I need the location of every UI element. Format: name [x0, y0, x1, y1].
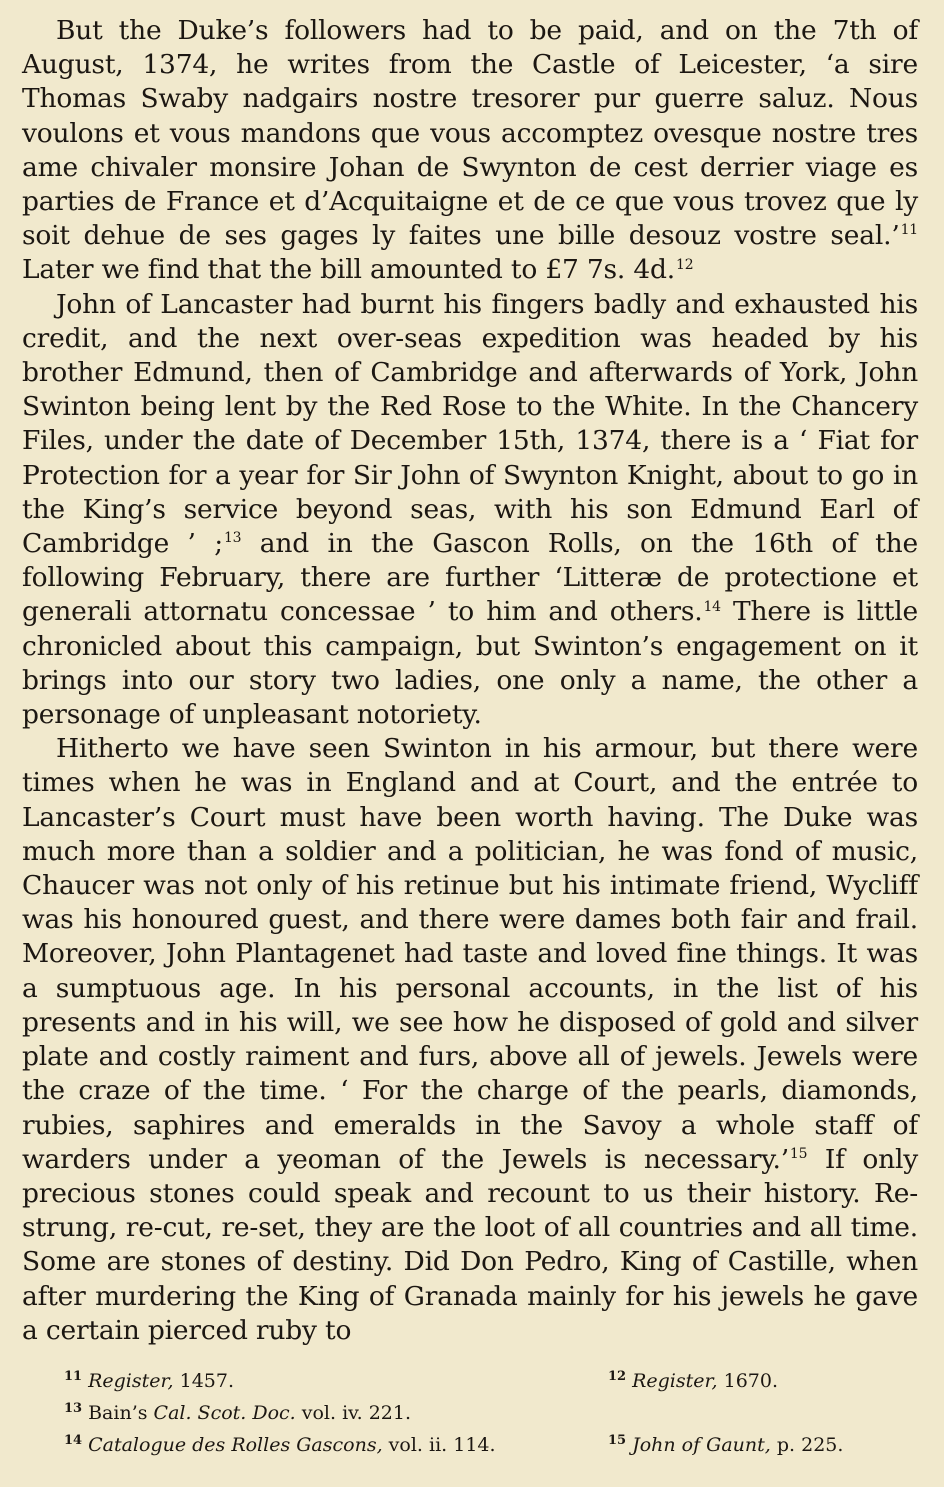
footnote-title: Register,	[88, 1370, 174, 1392]
footnote-15	[608, 1429, 843, 1461]
paragraph-text: and in the Gascon Rolls, on the 16th of the following February, there are further ‘Litteræ de protectione et generali attornatu concessae ’ to him and others.	[22, 528, 918, 628]
footnote-text: Bain’s	[88, 1402, 154, 1424]
footnote-ref: 12	[676, 256, 694, 273]
paragraph	[22, 288, 918, 733]
footnote-number: 15	[608, 1432, 627, 1448]
paragraph	[22, 14, 918, 288]
footnote-12	[608, 1365, 778, 1397]
paragraph-text: Hitherto we have seen Swinton in his armour, but there were times when he was in England and at Court, and the entrée to Lancaster’s Court must have been worth having. The Duke was much more than a soldier and a politician, he was fond of music, Chaucer was not only of his retinue but his intimate friend, Wycliff was his honoured guest, and there were dames both fair and frail. Moreover, John Plantagenet had taste and loved fine things. It was a sumptuous age. In his personal accounts, in the list of his presents and in his will, we see how he disposed of gold and silver plate and costly raiment and furs, above all of jewels. Jewels were the craze of the time. ‘ For the charge of the pearls, diamonds, rubies, saphires and emeralds in the Savoy a whole staff of warders under a yeoman of the Jewels is necessary.’	[22, 733, 918, 1175]
footnote-text: p. 225.	[770, 1434, 844, 1456]
footnote-row	[64, 1365, 884, 1397]
footnote-title: Catalogue des Rolles Gascons,	[88, 1434, 383, 1456]
body-text	[22, 14, 918, 1348]
footnote-number: 11	[64, 1368, 83, 1384]
page	[22, 14, 918, 1348]
paragraph-text: Later we find that the bill amounted to £7 7s. 4d.	[22, 254, 676, 286]
footnote-row	[64, 1429, 884, 1461]
footnote-row	[64, 1397, 884, 1429]
paragraph	[22, 732, 918, 1348]
footnote-title: Register,	[632, 1370, 718, 1392]
paragraph-text: But the Duke’s followers had to be paid, and on the 7th of August, 1374, he writes from the Castle of Leicester, ‘a sire Thomas Swaby nadgairs nostre tresorer pur guerre saluz. Nous voulons et vous mandons que vous accomptez ovesque nostre tres ame chivaler monsire Johan de Swynton de cest derrier viage es parties de France et d’Acquitaigne et de ce que vous trovez que ly soit dehue de ses gages ly faites une bille desouz vostre seal.’	[22, 15, 918, 252]
footnote-title: John of Gaunt,	[632, 1434, 771, 1456]
footnote-title: Cal. Scot. Doc.	[153, 1402, 296, 1424]
footnote-ref: 15	[789, 1145, 808, 1162]
footnote-number: 13	[64, 1400, 83, 1416]
footnote-number: 12	[608, 1368, 627, 1384]
paragraph-text: John of Lancaster had burnt his fingers badly and exhausted his credit, and the next over-seas expedition was headed by his brother Edmund, then of Cambridge and afterwards of York, John Swinton being lent by the Red Rose to the White. In the Chancery Files, under the date of December 15th, 1374, there is a ‘ Fiat for Protection for a year for Sir John of Swynton Knight, about to go in the King’s service beyond seas, with his son Edmund Earl of Cambridge ’ ;	[22, 288, 918, 560]
paragraph-text: There is little chronicled about this campaign, but Swinton’s engagement on it brings into our story two ladies, one only a name, the other a personage of unpleasant notoriety.	[22, 596, 919, 731]
paragraph-text: If only precious stones could speak and recount to us their history. Re-strung, re-cut, re-set, they are the loot of all countries and all time. Some are stones of destiny. Did Don Pedro, King of Castille, when after murdering the King of Granada mainly for his jewels he gave a certain pierced ruby to	[22, 1143, 918, 1346]
footnote-ref: 13	[223, 530, 242, 547]
footnote-number: 14	[64, 1432, 83, 1448]
footnote-ref: 14	[703, 598, 721, 615]
footnote-text: vol. ii. 114.	[382, 1434, 496, 1456]
footnote-text: 1670.	[717, 1370, 778, 1392]
footnote-text: vol. iv. 221.	[295, 1402, 412, 1424]
footnotes	[64, 1365, 884, 1461]
footnote-13	[64, 1397, 608, 1429]
footnote-14	[64, 1429, 608, 1461]
footnote-ref: 11	[900, 222, 918, 239]
footnote-text: 1457.	[173, 1370, 234, 1392]
footnote-11	[64, 1365, 608, 1397]
